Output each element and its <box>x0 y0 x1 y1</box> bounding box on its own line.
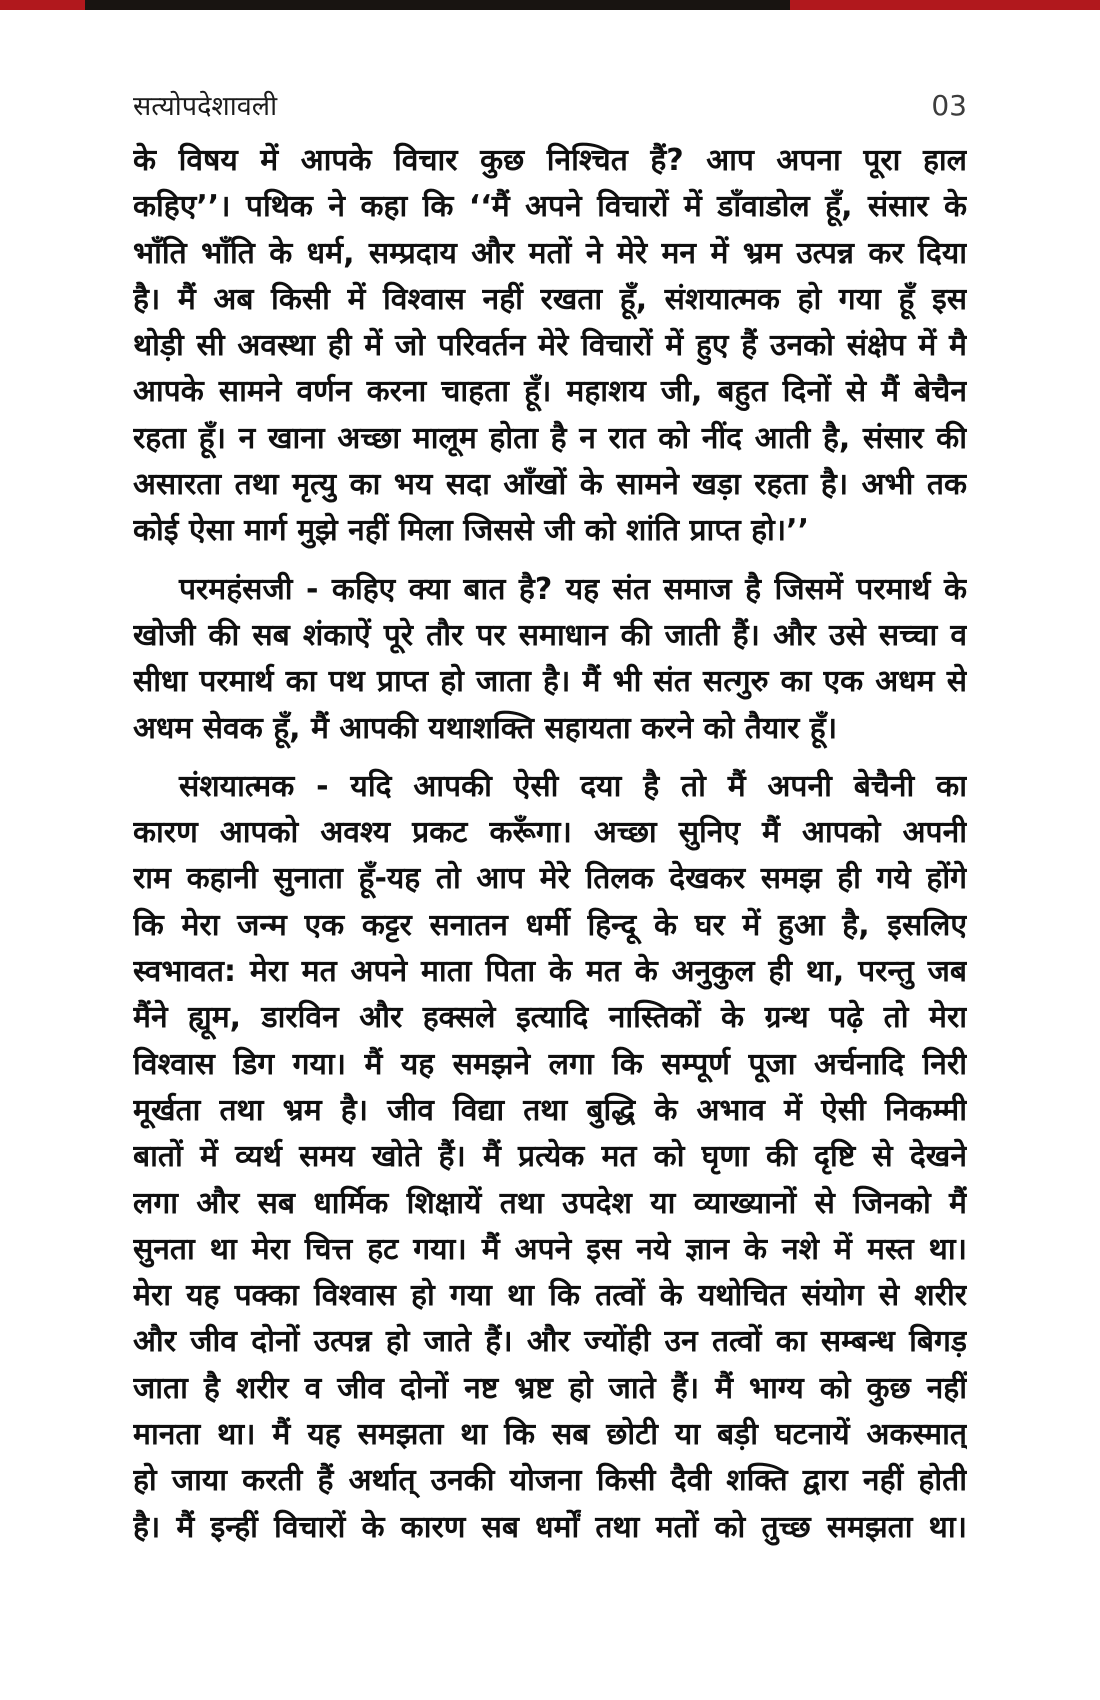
paragraph <box>133 764 967 1551</box>
text-line: अधम सेवक हूँ, मैं आपकी यथाशक्ति सहायता करने को तैयार हूँ। <box>133 710 838 746</box>
text-line: विश्वास डिग गया। मैं यह समझने लगा कि सम्पूर्ण पूजा अर्चनादि निरी <box>133 1046 967 1082</box>
text-line: संशयात्मक - यदि आपकी ऐसी दया है तो मैं अपनी बेचैनी का <box>179 768 967 804</box>
text-line: कहिए’’। पथिक ने कहा कि ‘‘मैं अपने विचारों में डाँवाडोल हूँ, संसार के <box>133 189 967 225</box>
book-title: सत्योपदेशावली <box>133 91 278 122</box>
text-line: मेरा यह पक्का विश्वास हो गया था कि तत्वों के यथोचित संयोग से शरीर <box>133 1278 967 1314</box>
scan-edge-red-left <box>0 0 85 10</box>
text-line: रहता हूँ। न खाना अच्छा मालूम होता है न रात को नींद आती है, संसार की <box>133 420 967 456</box>
scan-edge-red-right <box>790 0 1100 10</box>
text-line: कोई ऐसा मार्ग मुझे नहीं मिला जिससे जी को शांति प्राप्त हो।’’ <box>133 513 809 549</box>
text-line: कि मेरा जन्म एक कट्टर सनातन धर्मी हिन्दू के घर में हुआ है, इसलिए <box>133 907 967 943</box>
text-line: भाँति भाँति के धर्म, सम्प्रदाय और मतों ने मेरे मन में भ्रम उत्पन्न कर दिया <box>133 235 967 271</box>
text-line: सुनता था मेरा चित्त हट गया। मैं अपने इस नये ज्ञान के नशे में मस्त था। <box>133 1231 967 1267</box>
text-line: बातों में व्यर्थ समय खोते हैं। मैं प्रत्येक मत को घृणा की दृष्टि से देखने <box>133 1139 967 1175</box>
text-line: परमहंसजी - कहिए क्या बात है? यह संत समाज है जिसमें परमार्थ के <box>179 571 967 607</box>
text-line: है। मैं इन्हीं विचारों के कारण सब धर्मों तथा मतों को तुच्छ समझता था। <box>133 1509 967 1545</box>
text-line: कारण आपको अवश्य प्रकट करूँगा। अच्छा सुनिए मैं आपको अपनी <box>133 815 967 851</box>
paragraph <box>133 138 967 555</box>
text-line: है। मैं अब किसी में विश्वास नहीं रखता हूँ, संशयात्मक हो गया हूँ इस <box>133 281 967 317</box>
text-line: राम कहानी सुनाता हूँ-यह तो आप मेरे तिलक देखकर समझ ही गये होंगे <box>133 861 967 897</box>
page-header <box>133 86 967 123</box>
text-line: मैंने ह्यूम, डारविन और हक्सले इत्यादि नास्तिकों के ग्रन्थ पढ़े तो मेरा <box>133 1000 967 1036</box>
paragraph <box>133 567 967 752</box>
text-line: हो जाया करती हैं अर्थात् उनकी योजना किसी दैवी शक्ति द्वारा नहीं होती <box>133 1463 967 1499</box>
text-line: जाता है शरीर व जीव दोनों नष्ट भ्रष्ट हो जाते हैं। मैं भाग्य को कुछ नहीं <box>133 1370 967 1406</box>
text-line: सीधा परमार्थ का पथ प्राप्त हो जाता है। मैं भी संत सत्गुरु का एक अधम से <box>133 664 967 700</box>
text-line: थोड़ी सी अवस्था ही में जो परिवर्तन मेरे विचारों में हुए हैं उनको संक्षेप में मै <box>133 328 967 364</box>
text-line: और जीव दोनों उत्पन्न हो जाते हैं। और ज्योंही उन तत्वों का सम्बन्ध बिगड़ <box>133 1324 967 1360</box>
text-line: मानता था। मैं यह समझता था कि सब छोटी या बड़ी घटनायें अकस्मात् <box>133 1417 967 1453</box>
scan-edge-strip <box>0 0 1100 10</box>
text-line: के विषय में आपके विचार कुछ निश्चित हैं? आप अपना पूरा हाल <box>133 143 967 178</box>
text-line: आपके सामने वर्णन करना चाहता हूँ। महाशय जी, बहुत दिनों से मैं बेचैन <box>133 374 967 410</box>
page-number: 03 <box>931 89 967 122</box>
text-line: स्वभावत: मेरा मत अपने माता पिता के मत के अनुकुल ही था, परन्तु जब <box>133 954 967 990</box>
scan-edge-black <box>85 0 790 10</box>
text-line: असारता तथा मृत्यु का भय सदा आँखों के सामने खड़ा रहता है। अभी तक <box>133 467 967 503</box>
text-body <box>133 138 967 1563</box>
text-line: लगा और सब धार्मिक शिक्षायें तथा उपदेश या व्याख्यानों से जिनको मैं <box>133 1185 967 1221</box>
text-line: मूर्खता तथा भ्रम है। जीव विद्या तथा बुद्धि के अभाव में ऐसी निकम्मी <box>133 1092 967 1128</box>
text-line: खोजी की सब शंकाऐं पूरे तौर पर समाधान की जाती हैं। और उसे सच्चा व <box>133 617 967 653</box>
